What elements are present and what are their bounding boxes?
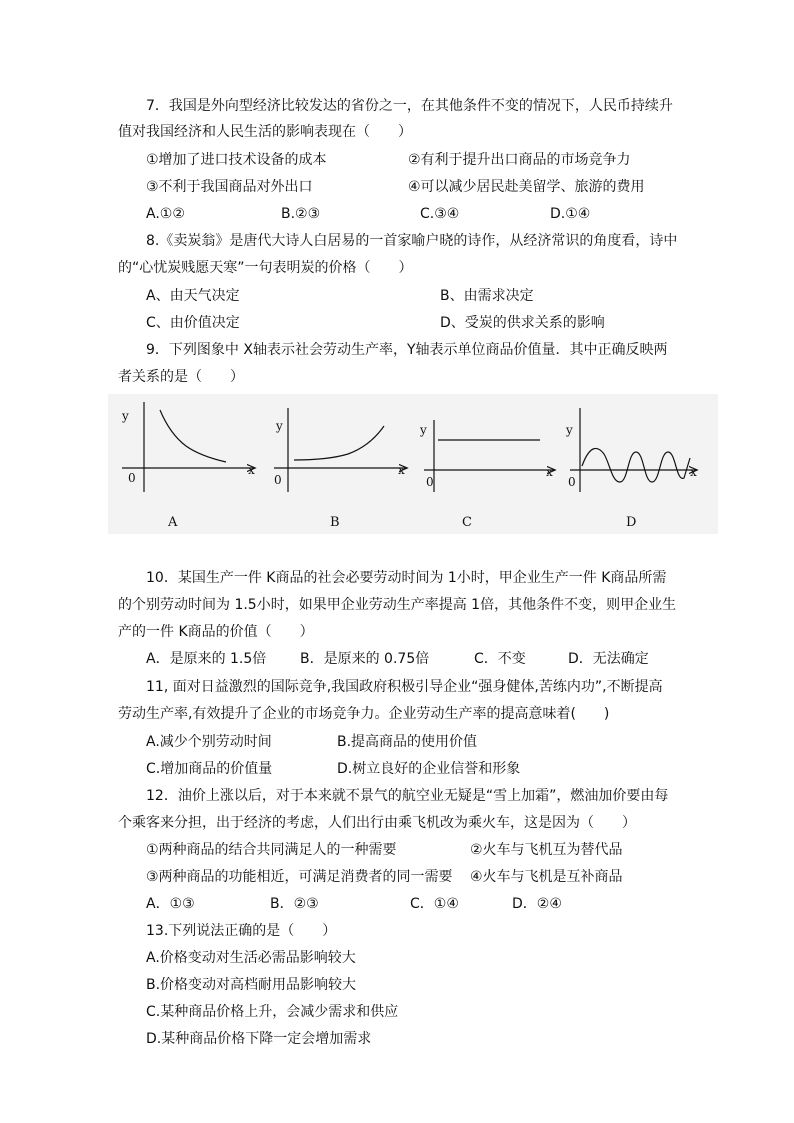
q8-option-c[interactable]: C、由价值决定 [146, 315, 240, 331]
graph-d-x-label: x [690, 465, 697, 479]
q12-statement-4: ④火车与飞机是互补商品 [470, 869, 623, 885]
q12-option-d[interactable]: D．②④ [512, 896, 562, 912]
q7-option-a[interactable]: A.①② [146, 206, 185, 222]
q7-statement-4: ④可以减少居民赴美留学、旅游的费用 [408, 179, 645, 195]
q13-option-b[interactable]: B.价格变动对高档耐用品影响较大 [146, 977, 357, 993]
graph-c-origin: 0 [426, 475, 434, 489]
q10-option-c[interactable]: C．不变 [474, 651, 526, 667]
q8-option-a[interactable]: A、由天气决定 [146, 288, 240, 304]
q7-option-d[interactable]: D.①④ [550, 206, 591, 222]
graph-b-y-label: y [276, 419, 283, 433]
graph-b-curve [294, 426, 384, 460]
graph-d-y-label: y [566, 423, 573, 437]
q9-stem-line2: 者关系的是（ ） [118, 369, 244, 385]
graph-c-y-label: y [420, 423, 427, 437]
q7-statement-3: ③不利于我国商品对外出口 [146, 179, 313, 195]
q8-option-d[interactable]: D、受炭的供求关系的影响 [440, 315, 605, 331]
graph-a-curve [160, 410, 226, 462]
graph-d-label: D [626, 515, 637, 530]
q12-stem-line1: 12．油价上涨以后，对于本来就不景气的航空业无疑是“雪上加霜”，燃油加价要由每 [146, 788, 669, 804]
q8-stem-line2: 的“心忧炭贱愿天寒”一句表明炭的价格（ ） [118, 260, 413, 276]
q12-option-b[interactable]: B．②③ [270, 896, 319, 912]
graph-b-origin: 0 [274, 473, 282, 487]
q12-statement-3: ③两种商品的功能相近，可满足消费者的同一需要 [146, 869, 453, 885]
q11-option-a[interactable]: A.减少个别劳动时间 [146, 734, 272, 750]
graph-d-origin: 0 [568, 475, 576, 489]
q11-option-c[interactable]: C.增加商品的价值量 [146, 761, 273, 777]
q12-statement-1: ①两种商品的结合共同满足人的一种需要 [146, 842, 397, 858]
graph-d-curve [582, 448, 690, 482]
q9-graphs-svg [108, 394, 718, 534]
q13-option-c[interactable]: C.某种商品价格上升，会减少需求和供应 [146, 1004, 399, 1020]
q11-option-d[interactable]: D.树立良好的企业信誉和形象 [337, 761, 521, 777]
q11-stem-line2: 劳动生产率,有效提升了企业的市场竞争力。企业劳动生产率的提高意味着( ) [118, 706, 610, 722]
graph-c-x-label: x [546, 465, 553, 479]
q10-option-a[interactable]: A．是原来的 1.5倍 [146, 651, 267, 667]
q9-graph-panel [108, 394, 718, 534]
q7-option-b[interactable]: B.②③ [281, 206, 321, 222]
q13-option-a[interactable]: A.价格变动对生活必需品影响较大 [146, 950, 356, 966]
graph-c-label: C [462, 515, 472, 530]
q7-statement-2: ②有利于提升出口商品的市场竞争力 [408, 152, 631, 168]
q13-option-d[interactable]: D.某种商品价格下降一定会增加需求 [146, 1031, 372, 1047]
graph-b-label: B [330, 515, 340, 530]
graph-a-y-label: y [122, 409, 129, 423]
q12-option-a[interactable]: A．①③ [146, 896, 195, 912]
q8-option-b[interactable]: B、由需求决定 [440, 288, 534, 304]
graph-a-label: A [168, 515, 178, 530]
q13-stem: 13.下列说法正确的是（ ） [146, 923, 337, 939]
graph-b-x-label: x [398, 463, 405, 477]
graph-a-origin: 0 [128, 471, 136, 485]
q9-stem-line1: 9．下列图象中 X轴表示社会劳动生产率，Y轴表示单位商品价值量．其中正确反映两 [146, 342, 668, 358]
q11-option-b[interactable]: B.提高商品的使用价值 [337, 734, 478, 750]
q12-option-c[interactable]: C．①④ [410, 896, 459, 912]
q10-option-b[interactable]: B．是原来的 0.75倍 [300, 651, 430, 667]
q7-statement-1: ①增加了进口技术设备的成本 [146, 152, 327, 168]
q12-statement-2: ②火车与飞机互为替代品 [470, 842, 623, 858]
q8-stem-line1: 8.《卖炭翁》是唐代大诗人白居易的一首家喻户晓的诗作，从经济常识的角度看，诗中 [146, 233, 678, 249]
graph-b[interactable] [274, 408, 406, 530]
q7-stem-line1: 7．我国是外向型经济比较发达的省份之一，在其他条件不变的情况下，人民币持续升 [146, 98, 673, 114]
graph-a[interactable] [121, 402, 255, 530]
q10-stem-line3: 产的一件 K商品的价值（ ） [118, 624, 314, 640]
q12-stem-line2: 个乘客来分担，出于经济的考虑，人们出行由乘飞机改为乘火车，这是因为（ ） [118, 815, 636, 831]
q7-stem-line2: 值对我国经济和人民生活的影响表现在（ ） [118, 124, 412, 140]
q10-stem-line2: 的个别劳动时间为 1.5小时，如果甲企业劳动生产率提高 1倍，其他条件不变，则甲企业生 [118, 597, 677, 613]
q7-option-c[interactable]: C.③④ [420, 206, 460, 222]
graph-a-x-label: x [248, 463, 255, 477]
q11-stem-line1: 11, 面对日益激烈的国际竞争,我国政府积极引导企业“强身健体,苦练内功”,不断提高 [146, 679, 663, 695]
q10-option-d[interactable]: D．无法确定 [568, 651, 649, 667]
graph-d[interactable] [565, 408, 697, 530]
graph-c[interactable] [419, 420, 554, 530]
q10-stem-line1: 10．某国生产一件 K商品的社会必要劳动时间为 1小时，甲企业生产一件 K商品所需 [146, 570, 667, 586]
